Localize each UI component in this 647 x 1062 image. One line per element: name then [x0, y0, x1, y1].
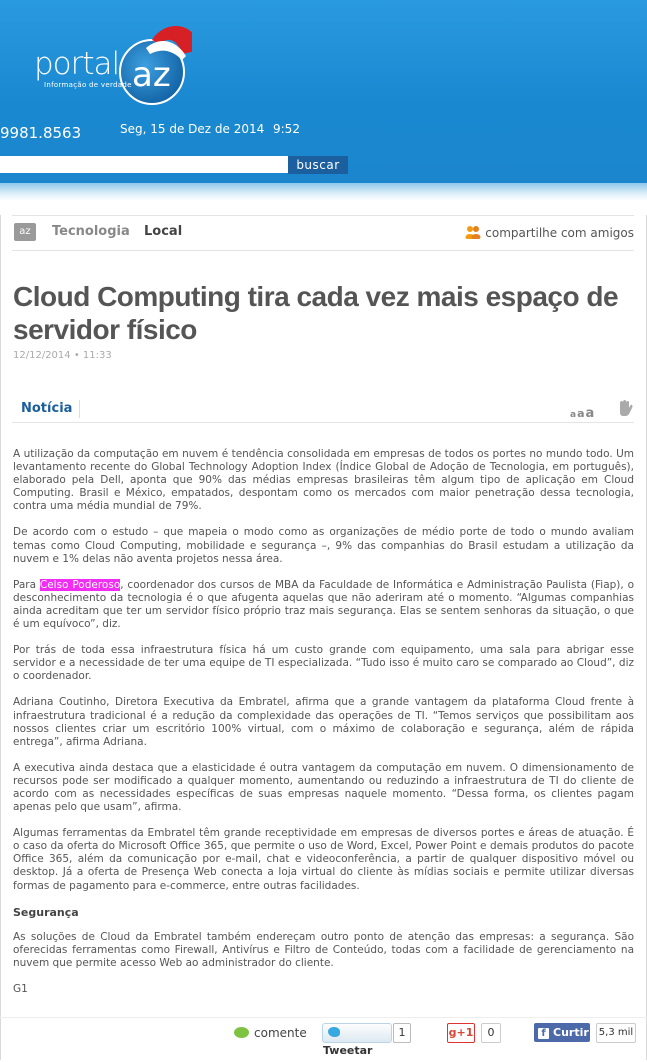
- article-title: Cloud Computing tira cada vez mais espaço de servidor físico: [13, 281, 619, 345]
- breadcrumb-tecnologia[interactable]: Tecnologia: [52, 224, 130, 239]
- comment-label: comente: [254, 1026, 307, 1040]
- article-body: [13, 448, 634, 1009]
- article-subheading: Segurança: [13, 905, 79, 919]
- tweet-button[interactable]: [322, 1023, 392, 1057]
- phone-number: 9981.8563: [0, 124, 82, 142]
- font-size-controls: [570, 402, 595, 421]
- site-header: [0, 0, 647, 190]
- article-paragraph: Por trás de toda essa infraestrutura física há um custo grande com equipamento, uma sala para abrigar esse servidor e a necessidade de ter uma equipe de TI especializada. “Tudo isso é muito caro se comparado ao Cloud”, diz o coordenador.: [13, 644, 634, 683]
- share-with-friends-link[interactable]: [465, 225, 634, 240]
- font-size-large-button[interactable]: a: [585, 406, 595, 421]
- article-paragraph: Algumas ferramentas da Embratel têm grande receptividade em empresas de diversos portes e áreas de atuação. É o caso da oferta do Microsoft Office 365, que permite o uso de Word, Excel, Power Point e demais produtos do pacote Office 365, além da comunicação por e-mail, chat e videoconferência, a partir de qualquer dispositivo móvel ou desktop. Já a oferta de Presença Web conecta a loja virtual do cliente às mídias sociais e permite utilizar diversas formas de pagamento para e-commerce, entre outras facilidades.: [13, 827, 634, 892]
- comment-link[interactable]: [234, 1026, 307, 1040]
- google-plus-button[interactable]: g+1: [447, 1023, 475, 1043]
- header-shadow: [0, 183, 647, 201]
- az-badge-icon[interactable]: az: [14, 223, 36, 241]
- breadcrumb-local[interactable]: Local: [144, 224, 183, 239]
- facebook-like-label: Curtir: [553, 1026, 589, 1039]
- article-credit: G1: [13, 983, 28, 995]
- tweet-count: 1: [393, 1023, 411, 1043]
- article-paragraph: A executiva ainda destaca que a elasticidade é outra vantagem da computação em nuvem. O dimensionamento de recursos pode ser modificado a qualquer momento, aumentando ou reduzindo a infraestrutura de TI do cliente de acordo com as necessidades específicas de suas empresas naquele momento. “Dessa forma, os clientes pagam apenas pelo que usam”, afirma.: [13, 761, 634, 814]
- hand-icon[interactable]: [616, 399, 634, 417]
- search-input[interactable]: [0, 156, 288, 173]
- facebook-like-button[interactable]: [534, 1023, 590, 1042]
- comment-bubble-icon: [234, 1027, 249, 1038]
- article-paragraph: As soluções de Cloud da Embratel também endereçam outro ponto de atenção das empresas: a segurança. São oferecidas ferramentas como Firewall, Antivírus e Filtro de Conteúdo, todas com a facilidade de gerenciamento na nuvem que permite acesso Web ao administrador do cliente.: [13, 930, 634, 969]
- facebook-icon: f: [538, 1028, 549, 1039]
- article-paragraph: A utilização da computação em nuvem é tendência consolidada em empresas de todos os portes no mundo todo. Um levantamento recente do Global Technology Adoption Index (Índice Global de Adoção de Tecnologia, em português), elaborado pela Dell, aponta que 90% das médias empresas brasileiras têm algum tipo de aplicação em Cloud Computing. Brasil e México, empatados, despontam como os mercados com maior penetração dessa tecnologia, contra uma média mundial de 79%.: [13, 448, 634, 513]
- category-bar: [12, 215, 634, 251]
- logo-tagline: Informação de verdade: [44, 81, 132, 89]
- tweet-label: Tweetar: [323, 1044, 373, 1057]
- social-bar: [0, 1017, 647, 1057]
- logo-mark-text: az: [132, 55, 171, 95]
- twitter-bird-icon: [328, 1027, 340, 1037]
- font-size-small-button[interactable]: a: [570, 410, 577, 420]
- article-type-label[interactable]: Notícia: [21, 401, 73, 416]
- quote-prefix: Para: [13, 578, 40, 591]
- current-time: 9:52: [273, 122, 300, 136]
- search-button[interactable]: buscar: [288, 156, 348, 174]
- google-plus-count: 0: [481, 1023, 501, 1043]
- share-label: compartilhe com amigos: [485, 226, 634, 240]
- highlighted-name-link[interactable]: Celso Poderoso: [39, 578, 121, 591]
- article-paragraph: De acordo com o estudo – que mapeia o modo como as organizações de médio porte de todo o mundo avaliam temas como Cloud Computing, mobilidade e segurança –, 9% das companhias do Brasil estudam a utilização da nuvem e 1% delas não aventa projetos nessa área.: [13, 526, 634, 565]
- current-date: Seg, 15 de Dez de 2014: [120, 122, 265, 136]
- facebook-like-count: 5,3 mil: [596, 1023, 636, 1043]
- logo-text[interactable]: portal: [34, 46, 120, 82]
- quote-rest: , coordenador dos cursos de MBA da Faculdade de Informática e Administração Paulista (Fiap), o desconhecimento da tecnologia é o que afugenta aquelas que não aderiram até o momento. “Algumas companhias ainda acreditam que ter um servidor físico próprio traz mais segurança. Elas se sentem senhoras da situação, o que é um equívoco”, diz.: [13, 578, 634, 631]
- toolbar-divider: [79, 400, 80, 418]
- content-border-left: [0, 215, 1, 1060]
- article-date: 12/12/2014 • 11:33: [13, 350, 112, 361]
- article-paragraph: Adriana Coutinho, Diretora Executiva da Embratel, afirma que a grande vantagem da plataforma Cloud frente à infraestrutura tradicional é a redução da complexidade das operações de TI. “Temos serviços que possibilitam aos nossos clientes criar um escritório 100% virtual, com o máximo de colaboração e segurança, além de rápida entrega”, afirma Adriana.: [13, 696, 634, 748]
- font-size-medium-button[interactable]: a: [577, 407, 585, 420]
- people-icon: [465, 225, 481, 239]
- logo-mark-icon[interactable]: [112, 26, 192, 106]
- article-paragraph-quote: [13, 579, 634, 631]
- article-toolbar: [12, 396, 634, 423]
